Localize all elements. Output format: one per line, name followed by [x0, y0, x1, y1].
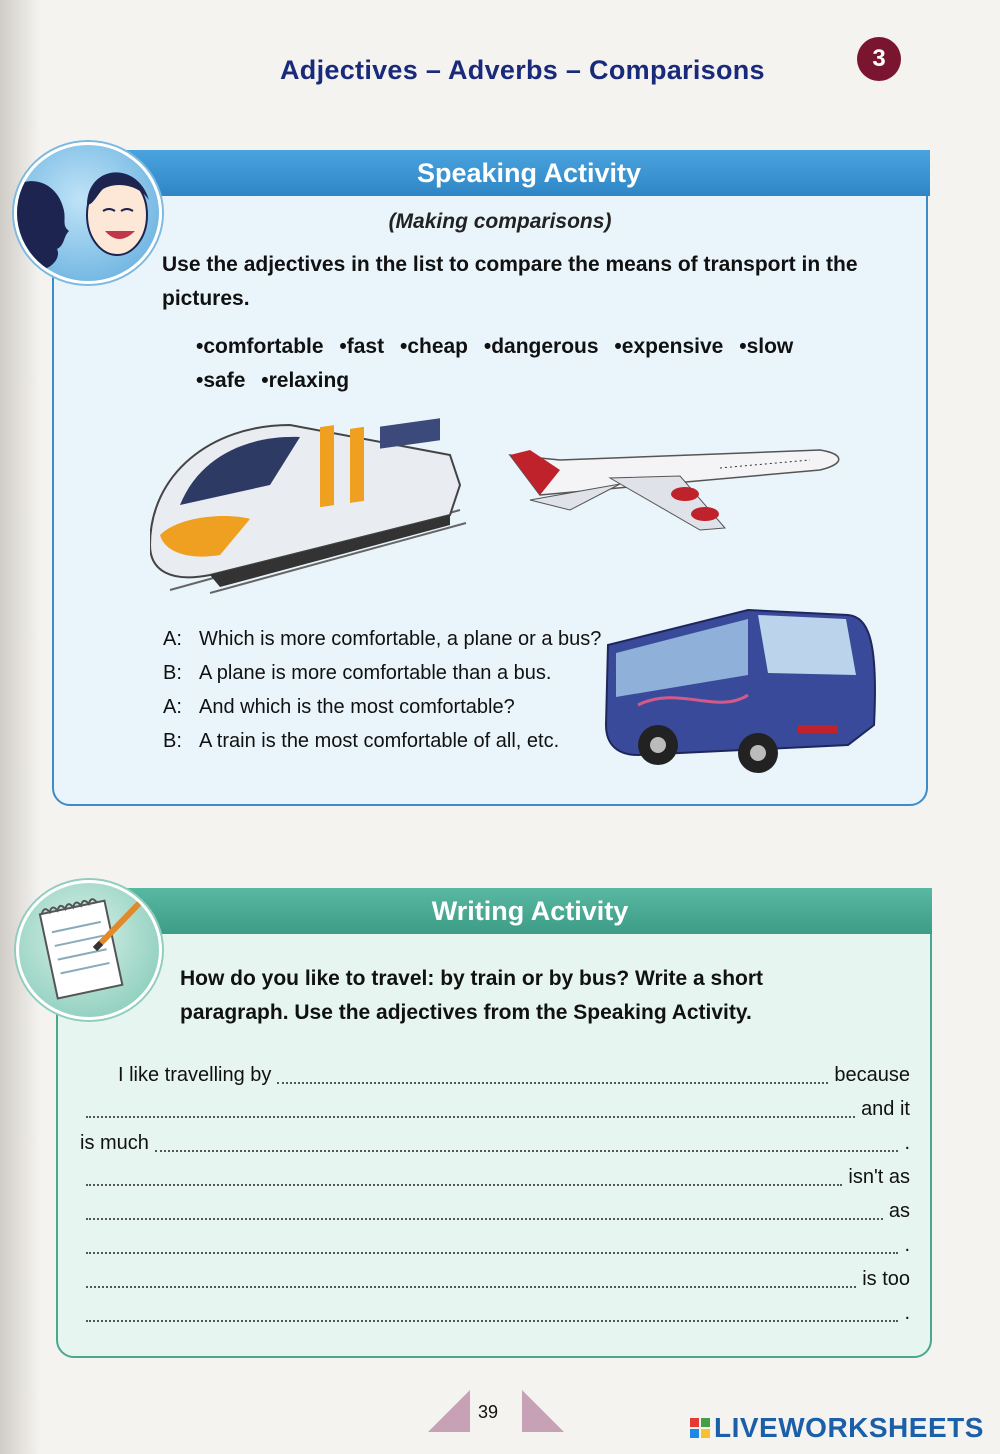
line-end-text: and it — [861, 1098, 910, 1120]
answer-blank[interactable] — [155, 1148, 899, 1152]
line-end-text: . — [904, 1302, 910, 1324]
line-end-text: . — [904, 1132, 910, 1154]
page-title: Adjectives – Adverbs – Comparisons — [280, 55, 765, 85]
liveworksheets-watermark — [690, 1412, 984, 1444]
dialogue-text: And which is the most comfortable? — [199, 696, 515, 718]
writing-line — [80, 1058, 910, 1092]
speaker-label: B: — [163, 662, 182, 684]
line-start-text: I like travelling by — [118, 1064, 272, 1086]
answer-blank[interactable] — [86, 1216, 883, 1220]
dialogue-text: Which is more comfortable, a plane or a bus? — [199, 628, 602, 650]
airplane-image — [490, 440, 850, 540]
speaking-activity-header — [128, 150, 930, 196]
notepad-pencil-icon — [16, 880, 162, 1020]
next-page-arrow-icon — [522, 1390, 564, 1432]
line-end-text: . — [904, 1234, 910, 1256]
speaker-label: B: — [163, 730, 182, 752]
answer-blank[interactable] — [86, 1318, 898, 1322]
dialogue-line — [163, 724, 601, 758]
speaking-subtitle: (Making comparisons) — [388, 210, 612, 233]
adjective-item: • comfortable — [196, 330, 324, 364]
writing-line — [80, 1194, 910, 1228]
answer-blank[interactable] — [86, 1114, 855, 1118]
adjective-item: • dangerous — [484, 330, 599, 364]
adjective-item: • cheap — [400, 330, 468, 364]
speaker-label: A: — [163, 628, 182, 650]
answer-blank[interactable] — [86, 1250, 898, 1254]
writing-line — [80, 1126, 910, 1160]
writing-line — [80, 1228, 910, 1262]
train-image — [150, 415, 470, 595]
example-dialogue — [163, 622, 601, 758]
unit-badge: 3 — [857, 37, 901, 81]
line-end-text: is too — [862, 1268, 910, 1290]
adjective-item: • relaxing — [261, 364, 349, 398]
dialogue-line — [163, 690, 601, 724]
adjective-item: • slow — [739, 330, 793, 364]
answer-blank[interactable] — [277, 1080, 828, 1084]
writing-line — [80, 1296, 910, 1330]
writing-activity-title: Writing Activity — [431, 896, 629, 926]
adjective-item: • safe — [196, 364, 245, 398]
answer-blank[interactable] — [86, 1284, 856, 1288]
writing-activity-header — [128, 888, 932, 934]
prev-page-arrow-icon — [428, 1390, 470, 1432]
adjective-list — [196, 330, 836, 398]
dialogue-line — [163, 622, 601, 656]
speaking-activity-title: Speaking Activity — [416, 158, 642, 188]
answer-blank[interactable] — [86, 1182, 842, 1186]
line-end-text: because — [834, 1064, 910, 1086]
adjective-item: • fast — [339, 330, 384, 364]
writing-line — [80, 1092, 910, 1126]
bus-image — [598, 605, 883, 775]
speaking-instruction: Use the adjectives in the list to compare the means of transport in the pictures. — [162, 253, 858, 310]
dialogue-text: A train is the most comfortable of all, etc. — [199, 730, 560, 752]
writing-instruction: How do you like to travel: by train or by bus? Write a short paragraph. Use the adjectives from the Speaking Activity. — [180, 967, 764, 1024]
adjective-item: • expensive — [614, 330, 723, 364]
liveworksheets-logo-icon — [690, 1418, 710, 1438]
line-start-text: is much — [80, 1132, 149, 1154]
page-number: 39 — [478, 1402, 499, 1422]
writing-line — [80, 1160, 910, 1194]
watermark-text: LIVEWORKSHEETS — [714, 1412, 984, 1443]
speaker-label: A: — [163, 696, 182, 718]
writing-line — [80, 1262, 910, 1296]
dialogue-line — [163, 656, 601, 690]
line-end-text: isn't as — [848, 1166, 910, 1188]
dialogue-text: A plane is more comfortable than a bus. — [199, 662, 552, 684]
line-end-text: as — [888, 1200, 910, 1222]
